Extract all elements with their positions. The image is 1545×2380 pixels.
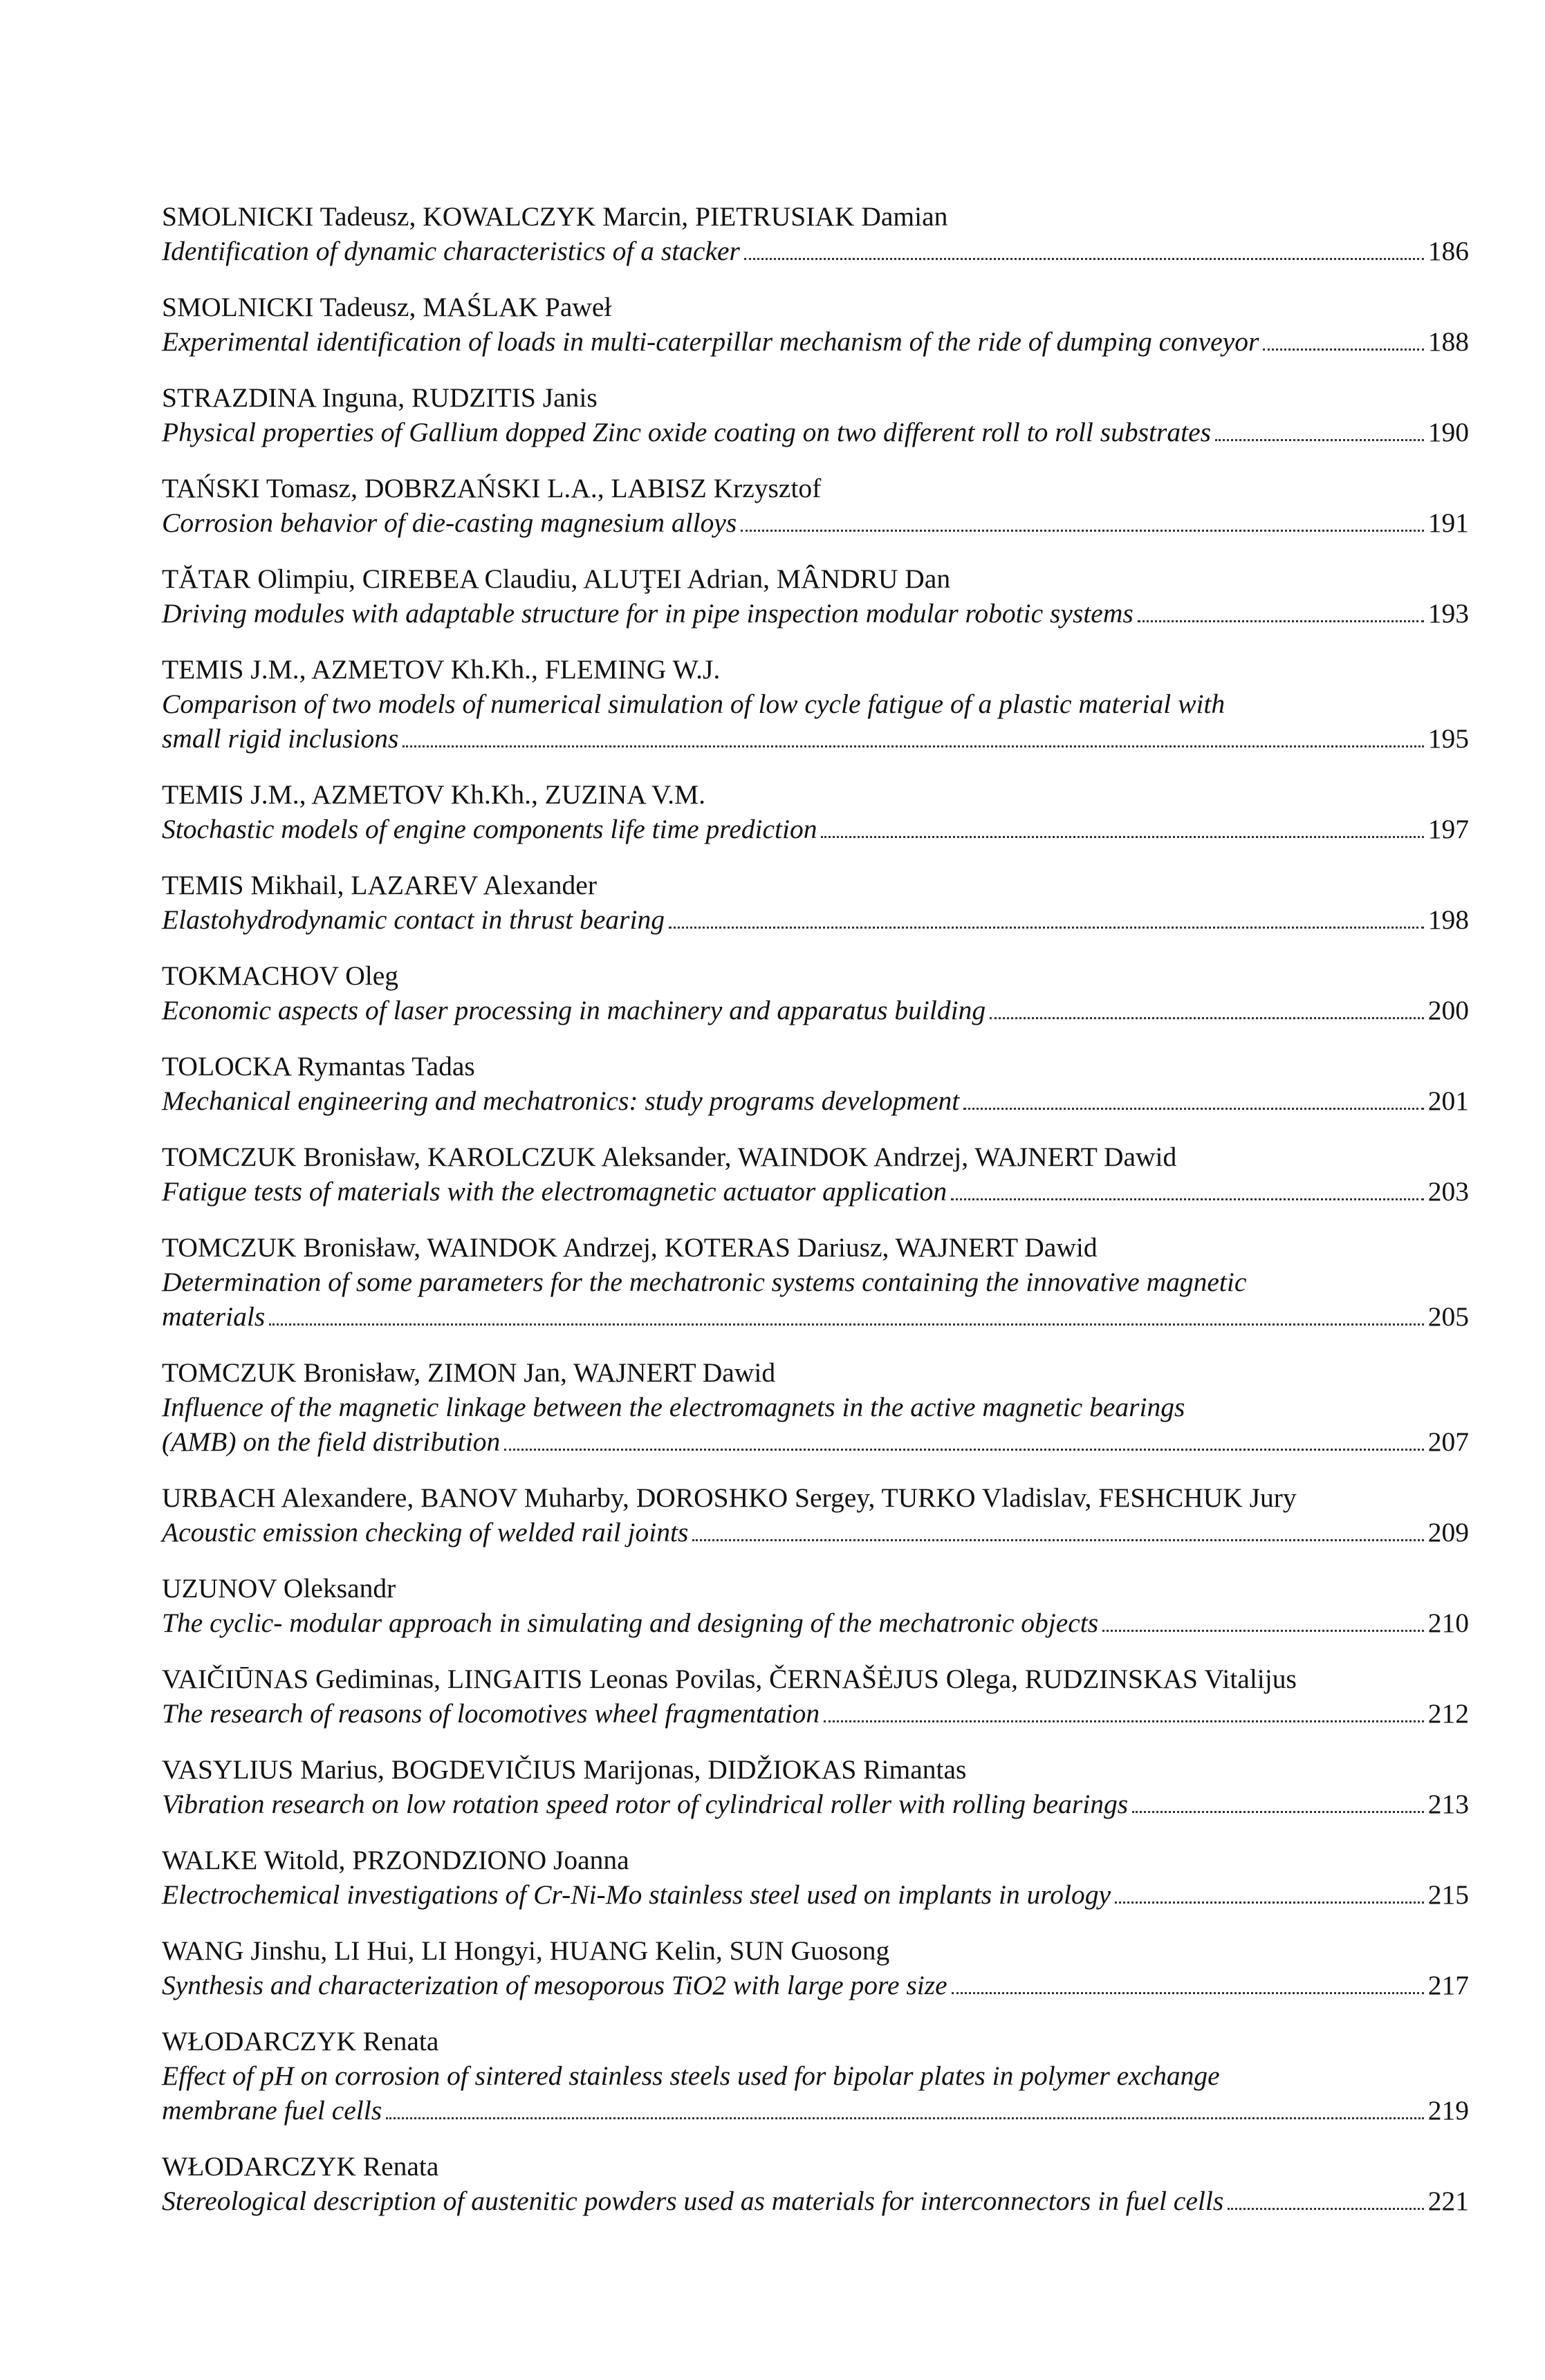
entry-title: Physical properties of Gallium dopped Zinc oxide coating on two different roll to roll substrates — [162, 417, 1211, 447]
entry-authors: VASYLIUS Marius, BOGDEVIČIUS Marijonas, DIDŽIOKAS Rimantas — [162, 1754, 967, 1785]
entry-page-number: 188 — [1427, 326, 1469, 357]
entry-title: Experimental identification of loads in multi-caterpillar mechanism of the ride of dumping conveyor — [162, 326, 1259, 357]
toc-entry — [162, 777, 1469, 846]
entry-authors: TEMIS J.M., AZMETOV Kh.Kh., ZUZINA V.M. — [162, 779, 706, 810]
entry-authors: SMOLNICKI Tadeusz, KOWALCZYK Marcin, PIETRUSIAK Damian — [162, 201, 948, 232]
entry-page-number: 201 — [1427, 1086, 1469, 1116]
entry-authors: WANG Jinshu, LI Hui, LI Hongyi, HUANG Kelin, SUN Guosong — [162, 1935, 890, 1966]
entry-page-number: 205 — [1427, 1301, 1469, 1332]
entry-title: The cyclic- modular approach in simulating and designing of the mechatronic objects — [162, 1608, 1099, 1638]
dot-leader — [1132, 1811, 1424, 1813]
entry-page-number: 219 — [1427, 2095, 1469, 2126]
entry-title-line — [162, 902, 1469, 937]
entry-title: Synthesis and characterization of mesoporous TiO2 with large pore size — [162, 1970, 947, 2000]
entry-title-line — [162, 505, 1469, 540]
entry-title: Fatigue tests of materials with the electromagnetic actuator application — [162, 1176, 947, 1207]
entry-title: materials — [162, 1301, 266, 1332]
entry-authors: TOLOCKA Rymantas Tadas — [162, 1051, 475, 1081]
entry-title-first-line: Determination of some parameters for the mechatronic systems containing the innovative magnetic — [162, 1267, 1247, 1297]
entry-authors: URBACH Alexandere, BANOV Muharby, DOROSHKO Sergey, TURKO Vladislav, FESHCHUK Jury — [162, 1482, 1297, 1513]
entry-title: Identification of dynamic characteristics of a stacker — [162, 236, 740, 266]
entry-page-number: 193 — [1427, 598, 1469, 629]
entry-title-line — [162, 1787, 1469, 1821]
entry-title: Economic aspects of laser processing in machinery and apparatus building — [162, 995, 986, 1025]
toc-entry — [162, 1752, 1469, 1821]
entry-page-number: 190 — [1427, 417, 1469, 447]
toc-entry — [162, 868, 1469, 937]
toc-entry — [162, 1140, 1469, 1209]
dot-leader — [741, 530, 1423, 532]
entry-authors: WŁODARCZYK Renata — [162, 2026, 439, 2056]
toc-entry — [162, 290, 1469, 359]
toc-entry — [162, 652, 1469, 756]
dot-leader — [403, 745, 1423, 747]
toc-entry — [162, 2149, 1469, 2218]
entry-title: Electrochemical investigations of Cr-Ni-Mo stainless steel used on implants in urology — [162, 1879, 1111, 1910]
entry-title: Acoustic emission checking of welded rail joints — [162, 1517, 689, 1547]
entry-title: The research of reasons of locomotives wheel fragmentation — [162, 1698, 820, 1729]
toc-entry — [162, 561, 1469, 631]
entry-title-first-line: Influence of the magnetic linkage between the electromagnets in the active magnetic bearings — [162, 1392, 1185, 1422]
entry-title-line — [162, 2184, 1469, 2218]
toc-entry — [162, 1662, 1469, 1731]
entry-title-line — [162, 415, 1469, 449]
toc-entry — [162, 199, 1469, 268]
entry-title: small rigid inclusions — [162, 723, 399, 754]
entry-authors: STRAZDINA Inguna, RUDZITIS Janis — [162, 382, 598, 413]
dot-leader — [269, 1323, 1424, 1326]
toc-entry — [162, 2024, 1469, 2128]
entry-title-line — [162, 1084, 1469, 1118]
dot-leader — [692, 1539, 1423, 1541]
dot-leader — [990, 1017, 1424, 1019]
entry-title: Vibration research on low rotation speed rotor of cylindrical roller with rolling bearings — [162, 1789, 1129, 1819]
entry-page-number: 197 — [1427, 814, 1469, 844]
entry-title-line — [162, 721, 1469, 756]
dot-leader — [744, 258, 1424, 260]
toc-entry — [162, 471, 1469, 540]
entry-title-line — [162, 234, 1469, 268]
entry-page-number: 200 — [1427, 995, 1469, 1025]
entry-title: Corrosion behavior of die-casting magnesium alloys — [162, 508, 737, 538]
dot-leader — [1228, 2208, 1424, 2210]
entry-authors: TEMIS J.M., AZMETOV Kh.Kh., FLEMING W.J. — [162, 654, 721, 685]
entry-title-line — [162, 1424, 1469, 1459]
entry-authors: WALKE Witold, PRZONDZIONO Joanna — [162, 1845, 629, 1875]
entry-title: Stereological description of austenitic powders used as materials for interconnectors in fuel cells — [162, 2186, 1224, 2216]
dot-leader — [1215, 439, 1424, 441]
entry-authors: TOKMACHOV Oleg — [162, 960, 398, 991]
entry-title-line — [162, 1696, 1469, 1731]
toc-entry — [162, 1355, 1469, 1459]
toc-entry — [162, 958, 1469, 1028]
dot-leader — [951, 1198, 1424, 1200]
entry-page-number: 210 — [1427, 1608, 1469, 1638]
entry-title: (AMB) on the field distribution — [162, 1426, 501, 1457]
entry-title: membrane fuel cells — [162, 2095, 382, 2126]
toc-entry — [162, 1480, 1469, 1550]
entry-page-number: 213 — [1427, 1789, 1469, 1819]
toc-entry — [162, 1571, 1469, 1640]
toc-entry — [162, 1933, 1469, 2002]
dot-leader — [669, 927, 1424, 929]
entry-authors: TAŃSKI Tomasz, DOBRZAŃSKI L.A., LABISZ Krzysztof — [162, 473, 822, 503]
dot-leader — [821, 836, 1423, 838]
entry-authors: VAIČIŪNAS Gediminas, LINGAITIS Leonas Povilas, ČERNAŠĖJUS Olega, RUDZINSKAS Vitalijus — [162, 1664, 1297, 1694]
entry-page-number: 191 — [1427, 508, 1469, 538]
entry-page-number: 209 — [1427, 1517, 1469, 1547]
entry-page-number: 203 — [1427, 1176, 1469, 1207]
entry-title: Mechanical engineering and mechatronics: study programs development — [162, 1086, 960, 1116]
entry-title: Elastohydrodynamic contact in thrust bearing — [162, 904, 665, 935]
entry-title-line — [162, 812, 1469, 846]
entry-title-line — [162, 1606, 1469, 1640]
entry-page-number: 212 — [1427, 1698, 1469, 1729]
dot-leader — [963, 1108, 1423, 1110]
entry-authors: TĂTAR Olimpiu, CIREBEA Claudiu, ALUŢEI Adrian, MÂNDRU Dan — [162, 564, 951, 594]
entry-authors: TEMIS Mikhail, LAZAREV Alexander — [162, 870, 597, 900]
dot-leader — [1138, 620, 1424, 622]
entry-page-number: 207 — [1427, 1426, 1469, 1457]
entry-page-number: 195 — [1427, 723, 1469, 754]
entry-page-number: 198 — [1427, 904, 1469, 935]
entry-page-number: 221 — [1427, 2186, 1469, 2216]
dot-leader — [1102, 1630, 1424, 1632]
toc-entry — [162, 380, 1469, 449]
entry-title-first-line: Comparison of two models of numerical simulation of low cycle fatigue of a plastic material with — [162, 689, 1225, 719]
entry-authors: TOMCZUK Bronisław, ZIMON Jan, WAJNERT Dawid — [162, 1357, 776, 1388]
dot-leader — [386, 2117, 1424, 2119]
entry-authors: SMOLNICKI Tadeusz, MAŚLAK Paweł — [162, 292, 612, 322]
entry-title: Stochastic models of engine components life time prediction — [162, 814, 817, 844]
dot-leader — [1263, 348, 1423, 351]
entry-title-line — [162, 2093, 1469, 2128]
toc-entry — [162, 1049, 1469, 1118]
entry-authors: TOMCZUK Bronisław, WAINDOK Andrzej, KOTERAS Dariusz, WAJNERT Dawid — [162, 1232, 1098, 1263]
dot-leader — [504, 1449, 1423, 1451]
toc-entry — [162, 1843, 1469, 1912]
entry-page-number: 217 — [1427, 1970, 1469, 2000]
table-of-contents — [162, 199, 1469, 2240]
entry-title-line — [162, 324, 1469, 359]
entry-authors: TOMCZUK Bronisław, KAROLCZUK Aleksander, WAINDOK Andrzej, WAJNERT Dawid — [162, 1142, 1177, 1172]
dot-leader — [952, 1992, 1424, 1994]
entry-title-first-line: Effect of pH on corrosion of sintered stainless steels used for bipolar plates in polymer exchange — [162, 2061, 1220, 2091]
dot-leader — [824, 1720, 1424, 1722]
entry-title-line — [162, 596, 1469, 631]
entry-page-number: 215 — [1427, 1879, 1469, 1910]
entry-page-number: 186 — [1427, 236, 1469, 266]
entry-authors: WŁODARCZYK Renata — [162, 2151, 439, 2182]
toc-entry — [162, 1230, 1469, 1334]
entry-title-line — [162, 1299, 1469, 1334]
entry-title: Driving modules with adaptable structure for in pipe inspection modular robotic systems — [162, 598, 1134, 629]
entry-title-line — [162, 1174, 1469, 1209]
entry-authors: UZUNOV Oleksandr — [162, 1573, 396, 1603]
entry-title-line — [162, 993, 1469, 1028]
entry-title-line — [162, 1877, 1469, 1912]
dot-leader — [1115, 1902, 1424, 1904]
entry-title-line — [162, 1968, 1469, 2002]
entry-title-line — [162, 1515, 1469, 1550]
